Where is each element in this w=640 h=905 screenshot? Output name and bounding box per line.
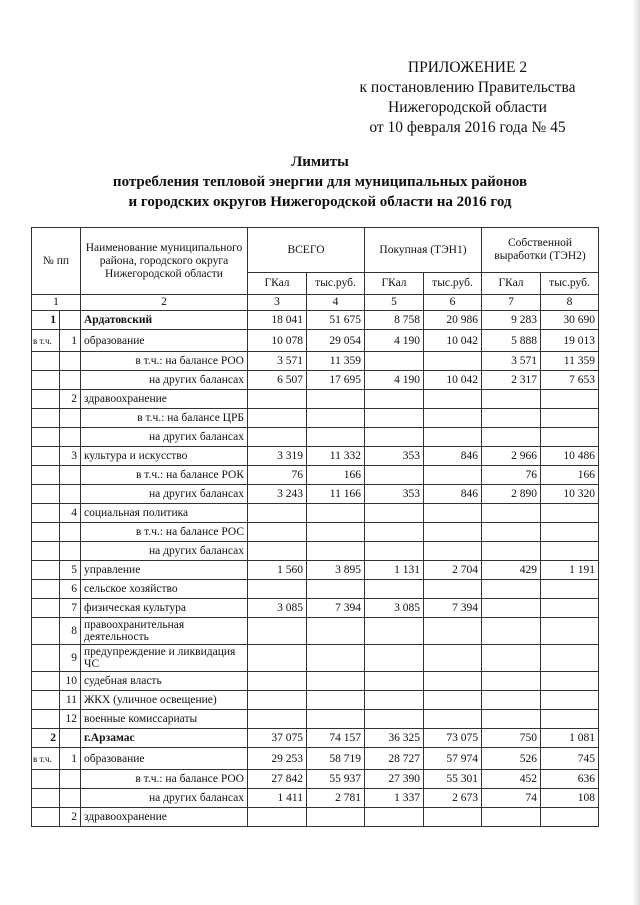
header-unit: тыс.руб. [541,273,599,295]
row-value [482,710,541,729]
column-number: 2 [81,295,248,311]
row-value [248,645,307,672]
row-value: 55 301 [424,770,482,789]
table-row [32,428,599,447]
row-value [541,691,599,710]
row-value [424,428,482,447]
row-name: на других балансах [81,428,248,447]
header-total: ВСЕГО [248,228,365,273]
table-row [32,645,599,672]
row-value [365,691,424,710]
row-value: 37 075 [248,729,307,748]
row-value: 3 895 [307,561,365,580]
row-value: 10 320 [541,485,599,504]
header-name: Наименование муниципального района, городского округа Нижегородской области [81,228,248,295]
table-row [32,580,599,599]
row-name: в т.ч.: на балансе РОС [81,523,248,542]
title-line: и городских округов Нижегородской области на 2016 год [128,194,512,210]
row-name: здравоохранение [81,808,248,827]
row-value: 4 190 [365,330,424,352]
row-value [248,428,307,447]
row-value [424,618,482,645]
row-value [307,808,365,827]
row-subnumber [60,409,81,428]
row-value [541,390,599,409]
row-value [482,523,541,542]
row-value: 846 [424,485,482,504]
row-name: физическая культура [81,599,248,618]
row-value: 17 695 [307,371,365,390]
row-value: 18 041 [248,311,307,330]
row-name: культура и искусство [81,447,248,466]
header-unit: ГКал [248,273,307,295]
row-value [541,808,599,827]
table-row [32,789,599,808]
table-row [32,352,599,371]
row-subnumber: 2 [60,808,81,827]
column-number: 5 [365,295,424,311]
row-value [307,710,365,729]
row-number [32,691,60,710]
row-value: 7 394 [307,599,365,618]
row-value: 2 890 [482,485,541,504]
header-purchased: Покупная (ТЭН1) [365,228,482,273]
row-name: образование [81,330,248,352]
row-value [248,523,307,542]
row-value [248,409,307,428]
row-name: на других балансах [81,485,248,504]
row-name: в т.ч.: на балансе РОО [81,352,248,371]
row-subnumber: 12 [60,710,81,729]
row-subnumber [60,311,81,330]
row-subnumber: 5 [60,561,81,580]
header-unit: ГКал [365,273,424,295]
row-value: 166 [307,466,365,485]
row-value [307,691,365,710]
row-value [365,672,424,691]
row-value [482,808,541,827]
row-value: 1 191 [541,561,599,580]
limits-table [31,227,599,827]
row-subnumber [60,485,81,504]
row-subnumber [60,352,81,371]
row-value [248,542,307,561]
row-number [32,485,60,504]
row-value [482,618,541,645]
row-value: 73 075 [424,729,482,748]
row-subnumber: 8 [60,618,81,645]
row-value [248,618,307,645]
row-subnumber: 4 [60,504,81,523]
row-number [32,352,60,371]
row-number [32,371,60,390]
row-name: военные комиссариаты [81,710,248,729]
row-value [482,542,541,561]
row-number [32,409,60,428]
row-value [424,466,482,485]
row-value [248,580,307,599]
row-subnumber [60,542,81,561]
row-value [307,428,365,447]
row-value: 11 332 [307,447,365,466]
row-value [248,390,307,409]
row-value: 76 [482,466,541,485]
row-value [307,672,365,691]
row-number [32,618,60,645]
row-value [365,428,424,447]
row-subnumber: 10 [60,672,81,691]
table-row [32,770,599,789]
row-value [307,504,365,523]
row-value: 29 054 [307,330,365,352]
row-value [365,523,424,542]
row-value [307,409,365,428]
row-value [365,352,424,371]
row-value [365,808,424,827]
row-value [307,390,365,409]
row-value: 745 [541,748,599,770]
row-subnumber: 1 [60,330,81,352]
row-value [541,542,599,561]
row-value: 2 317 [482,371,541,390]
row-value [541,672,599,691]
row-number [32,808,60,827]
row-value [424,808,482,827]
row-value [424,645,482,672]
table-row [32,523,599,542]
row-value: 2 704 [424,561,482,580]
row-value [482,409,541,428]
row-number [32,390,60,409]
appendix-number: ПРИЛОЖЕНИЕ 2 [407,59,528,76]
row-value [307,645,365,672]
row-value: 3 319 [248,447,307,466]
row-name: сельское хозяйство [81,580,248,599]
row-value: 55 937 [307,770,365,789]
row-subnumber [60,428,81,447]
row-value [424,542,482,561]
row-value [541,599,599,618]
column-number: 3 [248,295,307,311]
row-value [365,580,424,599]
row-value [307,618,365,645]
row-value: 11 359 [541,352,599,371]
row-value: 452 [482,770,541,789]
row-value [482,599,541,618]
row-number: 2 [32,729,60,748]
table-row [32,710,599,729]
row-value [365,542,424,561]
row-value [424,352,482,371]
row-name: социальная политика [81,504,248,523]
column-number: 4 [307,295,365,311]
row-value: 636 [541,770,599,789]
row-value [424,580,482,599]
row-value [424,409,482,428]
row-name: управление [81,561,248,580]
row-value: 2 673 [424,789,482,808]
row-value [424,691,482,710]
row-value [541,580,599,599]
row-number [32,504,60,523]
table-row [32,485,599,504]
row-value: 10 078 [248,330,307,352]
row-value: 10 042 [424,371,482,390]
row-value: 1 411 [248,789,307,808]
row-subnumber: 7 [60,599,81,618]
row-name: образование [81,748,248,770]
header-own: Собственной выработки (ТЭН2) [482,228,599,273]
appendix-block [330,58,605,138]
appendix-line: Нижегородской области [388,99,547,116]
table-row [32,748,599,770]
row-value [365,710,424,729]
table-row [32,618,599,645]
row-value: 846 [424,447,482,466]
row-value: 76 [248,466,307,485]
header-unit: тыс.руб. [424,273,482,295]
row-name: в т.ч.: на балансе ЦРБ [81,409,248,428]
row-value: 27 842 [248,770,307,789]
row-value: 5 888 [482,330,541,352]
appendix-date: от 10 февраля 2016 года № 45 [369,119,566,136]
row-value [482,428,541,447]
row-value [482,390,541,409]
row-value [482,504,541,523]
table-row [32,311,599,330]
row-subnumber: 2 [60,390,81,409]
column-number: 8 [541,295,599,311]
row-value: 1 337 [365,789,424,808]
row-value [248,672,307,691]
row-subnumber: 3 [60,447,81,466]
row-value: 2 966 [482,447,541,466]
table-row [32,599,599,618]
row-value [365,645,424,672]
row-subnumber [60,729,81,748]
row-number [32,580,60,599]
row-subnumber [60,523,81,542]
table-row [32,390,599,409]
row-number [32,561,60,580]
row-name: Ардатовский [81,311,248,330]
row-value: 58 719 [307,748,365,770]
row-value [541,618,599,645]
row-value [482,672,541,691]
header-num: № пп [32,228,81,295]
table-row [32,691,599,710]
row-value: 19 013 [541,330,599,352]
row-name: на других балансах [81,789,248,808]
row-value: 353 [365,485,424,504]
row-value: 3 243 [248,485,307,504]
row-value [365,618,424,645]
row-number [32,599,60,618]
row-value [424,390,482,409]
table-row [32,466,599,485]
table-row [32,447,599,466]
row-value: 3 571 [248,352,307,371]
row-name: правоохранительная деятельность [81,618,248,645]
row-value: 4 190 [365,371,424,390]
title-line: потребления тепловой энергии для муниципальных районов [112,174,528,190]
row-value [424,504,482,523]
row-subnumber [60,770,81,789]
column-number: 1 [32,295,81,311]
row-number [32,770,60,789]
row-number [32,447,60,466]
row-name: ЖКХ (уличное освещение) [81,691,248,710]
row-value: 526 [482,748,541,770]
row-value [424,710,482,729]
row-value: 1 081 [541,729,599,748]
row-number [32,672,60,691]
row-value: 166 [541,466,599,485]
row-name: судебная власть [81,672,248,691]
row-value: 3 085 [248,599,307,618]
row-subnumber [60,789,81,808]
row-value: 1 560 [248,561,307,580]
row-value: 28 727 [365,748,424,770]
row-name: предупреждение и ликвидация ЧС [81,645,248,672]
row-value: 20 986 [424,311,482,330]
scan-edge [632,0,640,905]
row-value: 9 283 [482,311,541,330]
table-row [32,371,599,390]
row-name: г.Арзамас [81,729,248,748]
row-number [32,789,60,808]
row-value [365,390,424,409]
row-value: 2 781 [307,789,365,808]
column-number: 7 [482,295,541,311]
row-number [32,710,60,729]
row-value: 1 131 [365,561,424,580]
appendix-line: к постановлению Правительства [359,79,576,96]
row-value [541,523,599,542]
row-value [541,645,599,672]
row-number [32,428,60,447]
row-value: 3 571 [482,352,541,371]
row-subnumber: 11 [60,691,81,710]
row-value [482,645,541,672]
row-subnumber [60,466,81,485]
row-value: 3 085 [365,599,424,618]
row-value [307,542,365,561]
title-line: Лимиты [291,154,349,170]
row-value [541,710,599,729]
row-value [541,428,599,447]
row-subnumber: 9 [60,645,81,672]
row-value [307,523,365,542]
row-value: 51 675 [307,311,365,330]
row-value: 29 253 [248,748,307,770]
row-value: 8 758 [365,311,424,330]
row-number: в т.ч. [32,748,60,770]
row-value [541,409,599,428]
table-row [32,672,599,691]
table-row [32,409,599,428]
row-value: 30 690 [541,311,599,330]
row-name: в т.ч.: на балансе РОО [81,770,248,789]
row-number: 1 [32,311,60,330]
row-value: 57 974 [424,748,482,770]
header-unit: тыс.руб. [307,273,365,295]
header-unit: ГКал [482,273,541,295]
row-value: 7 653 [541,371,599,390]
row-value [365,504,424,523]
row-number [32,645,60,672]
row-number [32,466,60,485]
row-value [424,672,482,691]
table-row [32,542,599,561]
row-value: 750 [482,729,541,748]
row-name: в т.ч.: на балансе РОК [81,466,248,485]
table-row [32,729,599,748]
row-number [32,542,60,561]
row-name: на других балансах [81,371,248,390]
row-value: 36 325 [365,729,424,748]
row-value: 74 [482,789,541,808]
row-value [248,710,307,729]
row-subnumber: 1 [60,748,81,770]
row-value: 11 359 [307,352,365,371]
row-value [307,580,365,599]
row-number [32,523,60,542]
row-value: 74 157 [307,729,365,748]
table-row [32,504,599,523]
row-value [424,523,482,542]
row-number: в т.ч. [32,330,60,352]
row-value [248,691,307,710]
row-value: 7 394 [424,599,482,618]
document-title [60,152,580,212]
row-subnumber [60,371,81,390]
row-value [248,504,307,523]
row-value: 429 [482,561,541,580]
table-row [32,561,599,580]
row-value: 10 486 [541,447,599,466]
row-value [541,504,599,523]
row-value [365,466,424,485]
row-subnumber: 6 [60,580,81,599]
table-row [32,808,599,827]
column-number: 6 [424,295,482,311]
row-value [482,691,541,710]
table-row [32,330,599,352]
row-name: на других балансах [81,542,248,561]
row-value: 108 [541,789,599,808]
row-value: 6 507 [248,371,307,390]
row-name: здравоохранение [81,390,248,409]
row-value: 11 166 [307,485,365,504]
row-value: 27 390 [365,770,424,789]
row-value: 10 042 [424,330,482,352]
row-value: 353 [365,447,424,466]
row-value [365,409,424,428]
row-value [482,580,541,599]
row-value [248,808,307,827]
